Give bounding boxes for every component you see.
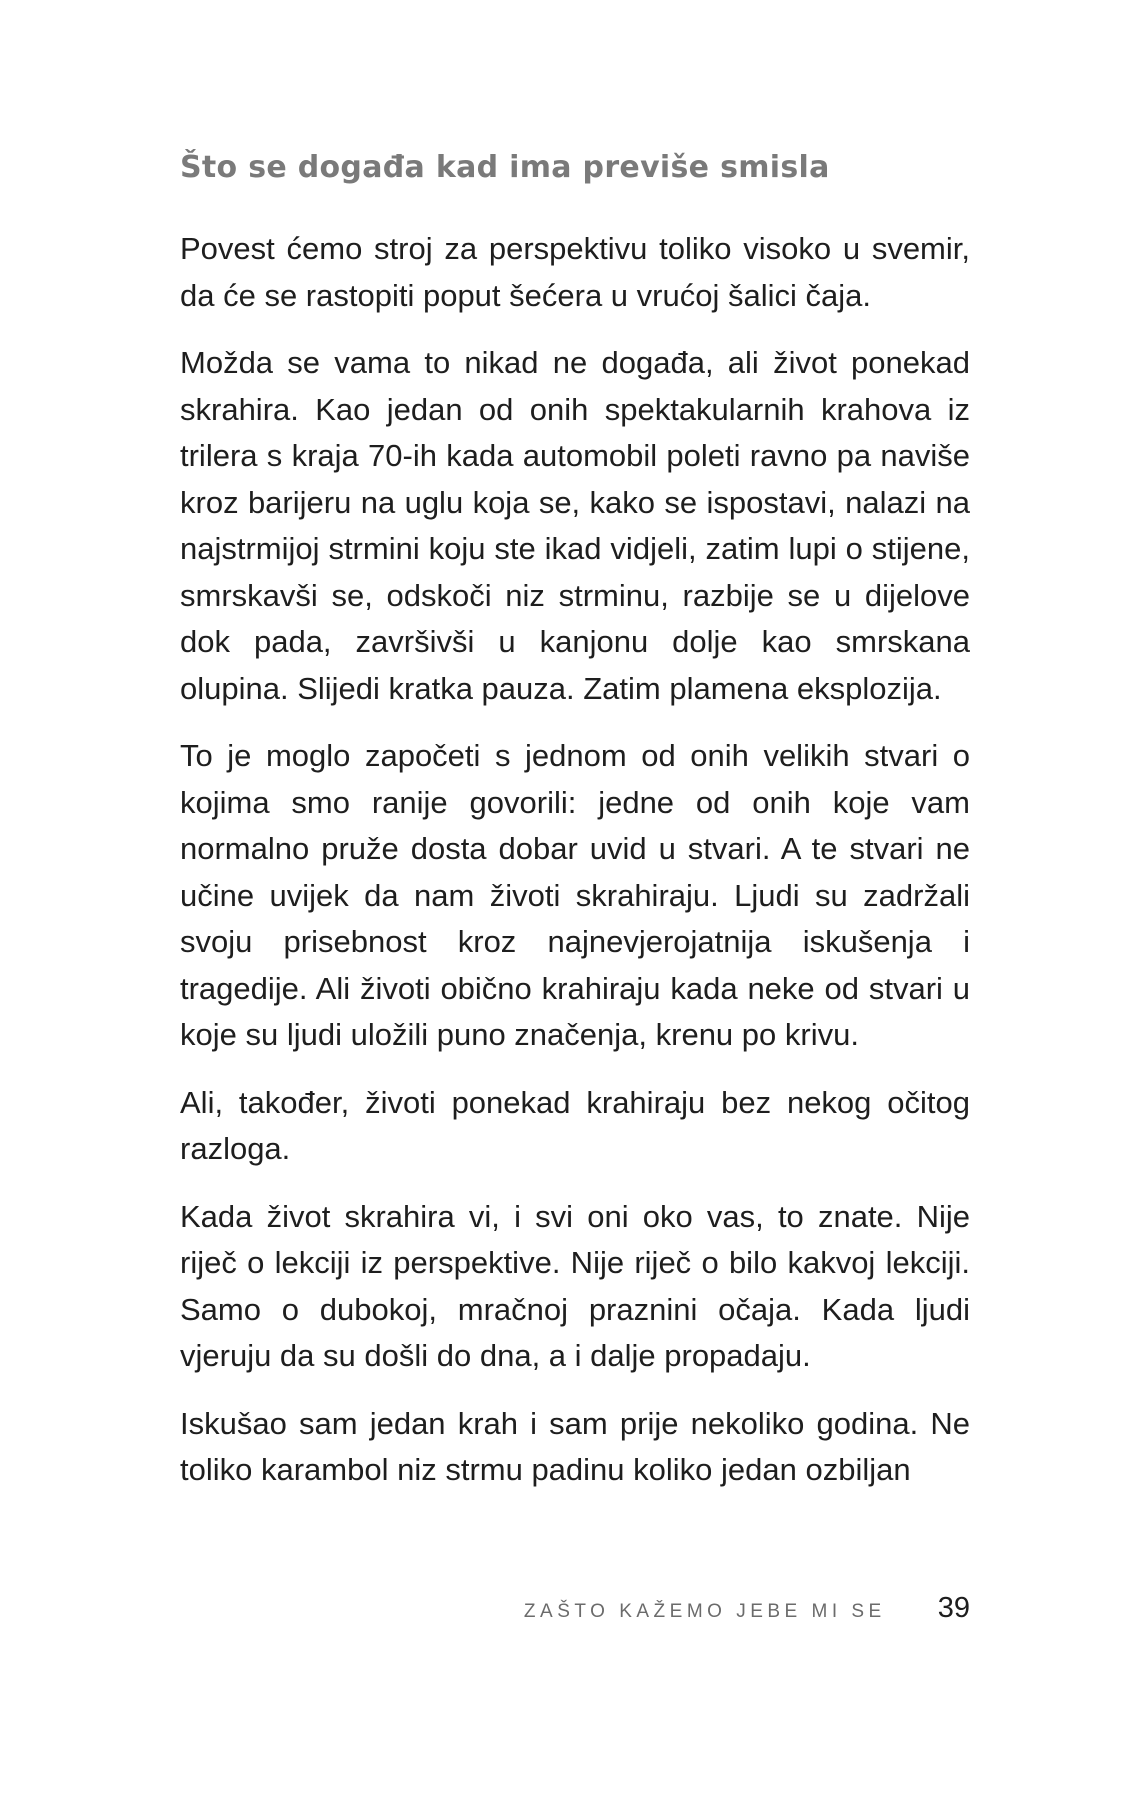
paragraph: To je moglo započeti s jednom od onih velikih stvari o kojima smo ranije govorili: jedne od onih koje vam normalno pruže dosta dobar uvid u stvari. A te stvari ne učine uvijek da nam životi skrahiraju. Ljudi su zadržali svoju prisebnost kroz najnevjerojatnija iskušenja i tragedije. Ali životi obično krahiraju kada neke od stvari u koje su ljudi uložili puno značenja, krenu po krivu. [180,738,970,1052]
page-body [180,146,970,1515]
running-head: ZAŠTO KAŽEMO JEBE MI SE [523,1601,886,1622]
paragraph: Možda se vama to nikad ne događa, ali život ponekad skrahira. Kao jedan od onih spektakularnih krahova iz trilera s kraja 70-ih kada automobil poleti ravno pa naviše kroz barijeru na uglu koja se, kako se ispostavi, nalazi na najstrmijoj strmini koju ste ikad vidjeli, zatim lupi o stijene, smrskavši se, odskoči niz strminu, razbije se u dijelove dok pada, završivši u kanjonu dolje kao smrskana olupina. Slijedi kratka pauza. Zatim plamena eksplozija. [180,345,970,706]
page-number: 39 [937,1592,970,1624]
paragraph: Kada život skrahira vi, i svi oni oko vas, to znate. Nije riječ o lekciji iz perspektive. Nije riječ o bilo kakvoj lekciji. Samo o dubokoj, mračnoj praznini očaja. Kada ljudi vjeruju da su došli do dna, a i dalje propadaju. [180,1198,970,1373]
section-heading: Što se događa kad ima previše smisla [180,150,830,185]
paragraph: Iskušao sam jedan krah i sam prije nekoliko godina. Ne toliko karambol niz strmu padinu koliko jedan ozbiljan [180,1405,970,1487]
paragraph: Ali, također, životi ponekad krahiraju bez nekog očitog razloga. [180,1084,970,1166]
paragraph: Povest ćemo stroj za perspektivu toliko visoko u svemir, da će se rastopiti poput šećera u vrućoj šalici čaja. [180,231,970,313]
page-footer [180,1592,970,1625]
